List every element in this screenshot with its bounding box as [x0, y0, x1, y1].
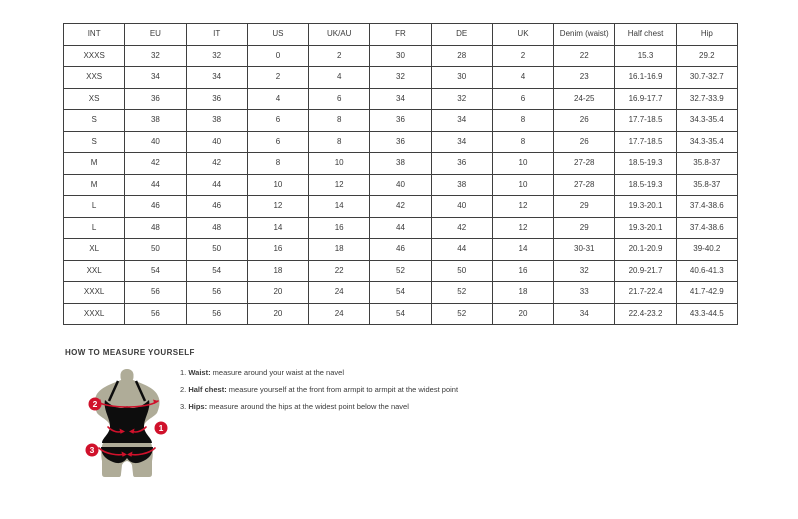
table-cell: 10 [247, 174, 308, 196]
table-cell: 38 [431, 174, 492, 196]
table-cell: 50 [125, 239, 186, 261]
table-cell: XXXL [64, 303, 125, 325]
measure-step [180, 368, 458, 378]
table-cell: 17.7-18.5 [615, 131, 676, 153]
table-row [64, 174, 738, 196]
table-cell: 32 [370, 67, 431, 89]
measure-step-text: measure yourself at the front from armpit to armpit at the widest point [226, 385, 459, 394]
table-cell: 19.3-20.1 [615, 217, 676, 239]
table-cell: 34 [554, 303, 615, 325]
size-table-header [64, 24, 738, 46]
measure-step-number: 3. [180, 402, 189, 411]
table-cell: 16 [309, 217, 370, 239]
table-cell: XS [64, 88, 125, 110]
size-table-col-header: EU [125, 24, 186, 46]
table-cell: 8 [247, 153, 308, 175]
table-cell: 24 [309, 282, 370, 304]
table-cell: XXL [64, 260, 125, 282]
size-table-col-header: UK/AU [309, 24, 370, 46]
table-cell: 54 [370, 282, 431, 304]
table-cell: 16 [492, 260, 553, 282]
table-cell: 14 [309, 196, 370, 218]
table-cell: 27-28 [554, 174, 615, 196]
table-cell: 4 [309, 67, 370, 89]
table-cell: 52 [431, 303, 492, 325]
table-cell: 12 [492, 196, 553, 218]
table-cell: 56 [186, 303, 247, 325]
table-row [64, 67, 738, 89]
table-cell: 16.9-17.7 [615, 88, 676, 110]
table-cell: 28 [431, 45, 492, 67]
table-cell: 24-25 [554, 88, 615, 110]
waist-badge-number: 1 [158, 423, 164, 433]
table-cell: 0 [247, 45, 308, 67]
table-cell: 38 [125, 110, 186, 132]
table-cell: 12 [247, 196, 308, 218]
table-cell: 56 [125, 303, 186, 325]
measure-section-heading: HOW TO MEASURE YOURSELF [65, 348, 195, 357]
table-cell: 38 [186, 110, 247, 132]
table-cell: 32 [554, 260, 615, 282]
table-cell: XL [64, 239, 125, 261]
mannequin-illustration-icon [75, 368, 180, 483]
table-cell: 29 [554, 196, 615, 218]
table-cell: S [64, 131, 125, 153]
table-cell: L [64, 196, 125, 218]
table-cell: 48 [125, 217, 186, 239]
table-cell: 20.9-21.7 [615, 260, 676, 282]
measure-instructions-list [180, 368, 458, 419]
table-cell: 6 [309, 88, 370, 110]
table-cell: 44 [370, 217, 431, 239]
table-cell: 56 [186, 282, 247, 304]
table-cell: 46 [125, 196, 186, 218]
table-cell: 20 [247, 282, 308, 304]
table-row [64, 196, 738, 218]
table-cell: 34.3-35.4 [676, 110, 737, 132]
table-row [64, 153, 738, 175]
measure-step-label: Half chest: [188, 385, 227, 394]
table-cell: 32 [186, 45, 247, 67]
table-cell: 44 [125, 174, 186, 196]
table-cell: 2 [309, 45, 370, 67]
table-row [64, 131, 738, 153]
table-cell: L [64, 217, 125, 239]
table-cell: 12 [492, 217, 553, 239]
table-row [64, 45, 738, 67]
table-cell: 32.7-33.9 [676, 88, 737, 110]
table-cell: 40.6-41.3 [676, 260, 737, 282]
measure-step [180, 402, 458, 412]
table-cell: 56 [125, 282, 186, 304]
table-cell: 29 [554, 217, 615, 239]
size-table [63, 23, 738, 325]
measure-step-number: 2. [180, 385, 189, 394]
table-cell: 23 [554, 67, 615, 89]
table-cell: 34 [125, 67, 186, 89]
table-cell: 14 [247, 217, 308, 239]
table-cell: 39-40.2 [676, 239, 737, 261]
measure-step [180, 385, 458, 395]
measure-step-text: measure around the hips at the widest point below the navel [207, 402, 409, 411]
table-cell: 34 [186, 67, 247, 89]
table-cell: 2 [492, 45, 553, 67]
table-cell: 52 [370, 260, 431, 282]
table-cell: 42 [186, 153, 247, 175]
table-cell: 54 [125, 260, 186, 282]
table-row [64, 239, 738, 261]
table-cell: 4 [492, 67, 553, 89]
table-cell: 32 [125, 45, 186, 67]
table-cell: 30.7-32.7 [676, 67, 737, 89]
table-cell: 14 [492, 239, 553, 261]
table-cell: 6 [492, 88, 553, 110]
table-cell: 30 [370, 45, 431, 67]
table-cell: 8 [492, 110, 553, 132]
hips-badge-number: 3 [89, 445, 95, 455]
table-cell: XXXS [64, 45, 125, 67]
table-cell: 43.3-44.5 [676, 303, 737, 325]
size-table-col-header: UK [492, 24, 553, 46]
table-cell: 2 [247, 67, 308, 89]
table-cell: 54 [186, 260, 247, 282]
table-cell: 26 [554, 110, 615, 132]
table-cell: 34 [431, 110, 492, 132]
table-cell: 37.4-38.6 [676, 196, 737, 218]
table-cell: 20.1-20.9 [615, 239, 676, 261]
size-table-col-header: Hip [676, 24, 737, 46]
table-cell: 48 [186, 217, 247, 239]
table-cell: M [64, 174, 125, 196]
measure-step-text: measure around your waist at the navel [210, 368, 344, 377]
table-row [64, 282, 738, 304]
table-cell: 50 [431, 260, 492, 282]
table-cell: 40 [431, 196, 492, 218]
size-table-body [64, 45, 738, 325]
size-chart-section [63, 23, 738, 325]
table-cell: 42 [125, 153, 186, 175]
table-cell: 27-28 [554, 153, 615, 175]
table-cell: 38 [370, 153, 431, 175]
table-cell: 40 [370, 174, 431, 196]
table-cell: 36 [125, 88, 186, 110]
table-cell: 46 [186, 196, 247, 218]
table-cell: 22.4-23.2 [615, 303, 676, 325]
table-cell: 35.8-37 [676, 174, 737, 196]
size-table-col-header: US [247, 24, 308, 46]
table-cell: 8 [309, 110, 370, 132]
table-cell: S [64, 110, 125, 132]
table-cell: 18 [309, 239, 370, 261]
table-cell: XXS [64, 67, 125, 89]
table-cell: 15.3 [615, 45, 676, 67]
table-cell: 44 [431, 239, 492, 261]
table-cell: 30 [431, 67, 492, 89]
table-cell: 42 [431, 217, 492, 239]
table-cell: 36 [370, 110, 431, 132]
table-cell: 21.7-22.4 [615, 282, 676, 304]
table-cell: 26 [554, 131, 615, 153]
table-cell: 42 [370, 196, 431, 218]
table-row [64, 303, 738, 325]
table-cell: 10 [492, 153, 553, 175]
table-cell: 44 [186, 174, 247, 196]
table-cell: 10 [309, 153, 370, 175]
table-cell: 18.5-19.3 [615, 153, 676, 175]
table-cell: 20 [247, 303, 308, 325]
table-cell: 32 [431, 88, 492, 110]
table-cell: 29.2 [676, 45, 737, 67]
table-cell: 16.1-16.9 [615, 67, 676, 89]
table-cell: M [64, 153, 125, 175]
table-cell: 6 [247, 131, 308, 153]
table-cell: 46 [370, 239, 431, 261]
table-cell: 17.7-18.5 [615, 110, 676, 132]
table-cell: 34 [431, 131, 492, 153]
table-cell: 20 [492, 303, 553, 325]
table-cell: 8 [492, 131, 553, 153]
half-chest-badge-number: 2 [92, 399, 98, 409]
size-table-col-header: FR [370, 24, 431, 46]
table-cell: 4 [247, 88, 308, 110]
size-table-col-header: Half chest [615, 24, 676, 46]
table-cell: 37.4-38.6 [676, 217, 737, 239]
size-table-col-header: IT [186, 24, 247, 46]
size-table-col-header: INT [64, 24, 125, 46]
table-cell: 22 [554, 45, 615, 67]
table-cell: 41.7-42.9 [676, 282, 737, 304]
size-table-col-header: DE [431, 24, 492, 46]
table-cell: 30-31 [554, 239, 615, 261]
table-cell: XXXL [64, 282, 125, 304]
measure-step-label: Hips: [188, 402, 208, 411]
table-cell: 16 [247, 239, 308, 261]
table-cell: 12 [309, 174, 370, 196]
table-cell: 10 [492, 174, 553, 196]
table-cell: 50 [186, 239, 247, 261]
table-cell: 36 [370, 131, 431, 153]
table-cell: 52 [431, 282, 492, 304]
measure-step-label: Waist: [188, 368, 211, 377]
table-row [64, 88, 738, 110]
table-cell: 6 [247, 110, 308, 132]
measurement-figure [75, 368, 180, 483]
table-cell: 35.8-37 [676, 153, 737, 175]
table-cell: 24 [309, 303, 370, 325]
table-cell: 54 [370, 303, 431, 325]
table-cell: 34.3-35.4 [676, 131, 737, 153]
table-row [64, 260, 738, 282]
table-cell: 36 [186, 88, 247, 110]
table-cell: 8 [309, 131, 370, 153]
table-cell: 22 [309, 260, 370, 282]
size-table-col-header: Denim (waist) [554, 24, 615, 46]
table-row [64, 217, 738, 239]
table-cell: 18.5-19.3 [615, 174, 676, 196]
table-cell: 40 [125, 131, 186, 153]
measure-step-number: 1. [180, 368, 189, 377]
table-cell: 18 [247, 260, 308, 282]
table-row [64, 110, 738, 132]
table-cell: 36 [431, 153, 492, 175]
table-cell: 40 [186, 131, 247, 153]
table-cell: 19.3-20.1 [615, 196, 676, 218]
table-cell: 18 [492, 282, 553, 304]
table-cell: 34 [370, 88, 431, 110]
table-cell: 33 [554, 282, 615, 304]
